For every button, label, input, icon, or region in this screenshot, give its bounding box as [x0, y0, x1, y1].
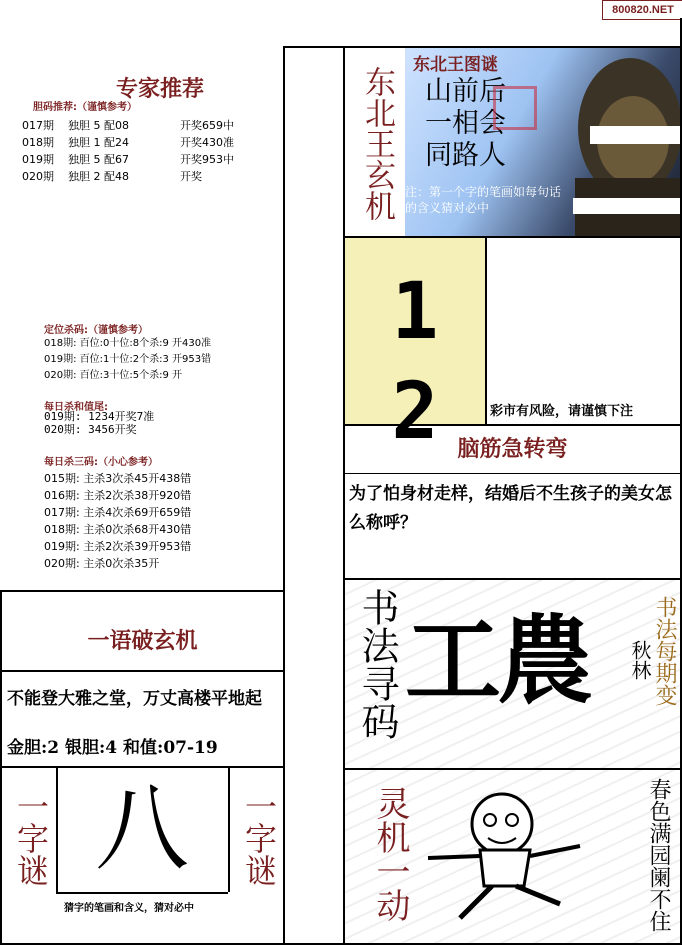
white-patch	[573, 198, 680, 214]
calligraphy-left-label: 书法寻码	[355, 588, 399, 740]
phrase-codes: 金胆:2 银胆:4 和值:07-19	[7, 738, 218, 758]
poem-line: 山前后	[425, 76, 506, 107]
riddle-title: 脑筋急转弯	[457, 436, 568, 462]
phrase-title: 一语破玄机	[87, 628, 198, 654]
period: 020期	[22, 170, 54, 183]
numbers-value: 1 2	[391, 267, 439, 457]
list-item: 020期: 主杀0次杀35开	[44, 557, 160, 570]
expert-title: 专家推荐	[115, 76, 204, 102]
list-item: 019期: 百位:1十位:2个杀:3 开953错	[44, 354, 212, 365]
tip: 独胆 2 配48	[68, 170, 129, 183]
sum-tail-list	[44, 410, 154, 436]
col-divider-left	[283, 46, 285, 945]
site-badge-text: 800820.NET	[612, 4, 674, 16]
hline-phrase-top	[0, 590, 285, 592]
period: 019期	[22, 153, 54, 166]
list-item	[22, 151, 234, 168]
cartoon-runner-icon	[420, 786, 590, 926]
inspiration-left-label: 灵机一动	[370, 786, 410, 922]
list-item	[22, 168, 234, 185]
one-char-right-label: 一字谜	[240, 790, 278, 886]
list-item: 018期: 百位:0十位:8个杀:9 开430准	[44, 338, 212, 349]
period: 017期	[22, 119, 54, 132]
list-item: 015期: 主杀3次杀45开438错	[44, 472, 192, 485]
numbers-divider	[485, 238, 487, 424]
poem-line: 同路人	[425, 140, 506, 171]
banner-note: 注：第一个字的笔画如每句话的含义猜对必中	[405, 185, 562, 215]
site-badge[interactable]	[602, 0, 682, 20]
calligraphy-right-label: 书法每期变	[652, 596, 677, 706]
one-char-divider	[56, 892, 228, 894]
result: 开奖	[180, 170, 202, 183]
calligraphy-signature: 秋林	[628, 640, 652, 680]
result: 开奖430准	[180, 136, 234, 149]
period: 018期	[22, 136, 54, 149]
kill-three-list	[44, 470, 191, 572]
tip: 独胆 5 配67	[68, 153, 129, 166]
numbers-warning: 彩市有风险，请谨慎下注	[490, 404, 634, 419]
list-item	[22, 117, 234, 134]
tip: 独胆 5 配08	[68, 119, 129, 132]
list-item: 019期: 主杀2次杀39开953错	[44, 540, 192, 553]
list-item: 017期: 主杀4次杀69开659错	[44, 506, 192, 519]
kill-three-title: 每日杀三码:（小心参考）	[44, 457, 158, 468]
tip: 独胆 1 配24	[68, 136, 129, 149]
expert-list	[22, 117, 234, 185]
position-kill-list	[44, 336, 211, 384]
list-item: 020期: 百位:3十位:5个杀:9 开	[44, 370, 183, 381]
calligraphy-main-text: 工農	[405, 604, 589, 717]
list-item: 018期: 主杀0次杀68开430错	[44, 523, 192, 536]
dongbei-picture	[405, 48, 680, 236]
list-item	[22, 134, 234, 151]
stamp-seal-icon	[493, 86, 537, 130]
inspiration-right-label: 春色满园阑不住	[646, 778, 671, 932]
list-item: 016期: 主杀2次杀38开920错	[44, 489, 192, 502]
white-patch	[590, 126, 680, 144]
list-item: 020期: 3456开奖	[44, 423, 137, 436]
one-char-hint: 猜字的笔画和含义，猜对必中	[64, 903, 194, 914]
result: 开奖659中	[180, 119, 234, 132]
phrase-text: 不能登大雅之堂，万丈高楼平地起	[7, 689, 262, 709]
poem-line: 一相会	[425, 108, 506, 139]
expert-subtitle: 胆码推荐:（谨慎参考）	[33, 102, 137, 113]
list-item: 019期: 1234开奖7准	[44, 410, 155, 423]
position-kill-title: 定位杀码:（谨慎参考）	[44, 325, 148, 336]
sum-tail-title: 每日杀和值尾:	[44, 402, 108, 413]
one-char-character: 八	[94, 775, 189, 884]
riddle-title-underline	[345, 473, 680, 474]
banner-title: 东北王图谜	[413, 55, 498, 75]
hline-phrase-mid	[0, 670, 285, 672]
result: 开奖953中	[180, 153, 234, 166]
dongbei-side-title: 东北王玄机	[359, 66, 395, 221]
riddle-question: 为了怕身材走样，结婚后不生孩子的美女怎么称呼？	[349, 484, 672, 533]
one-char-left-label: 一字谜	[12, 790, 50, 886]
